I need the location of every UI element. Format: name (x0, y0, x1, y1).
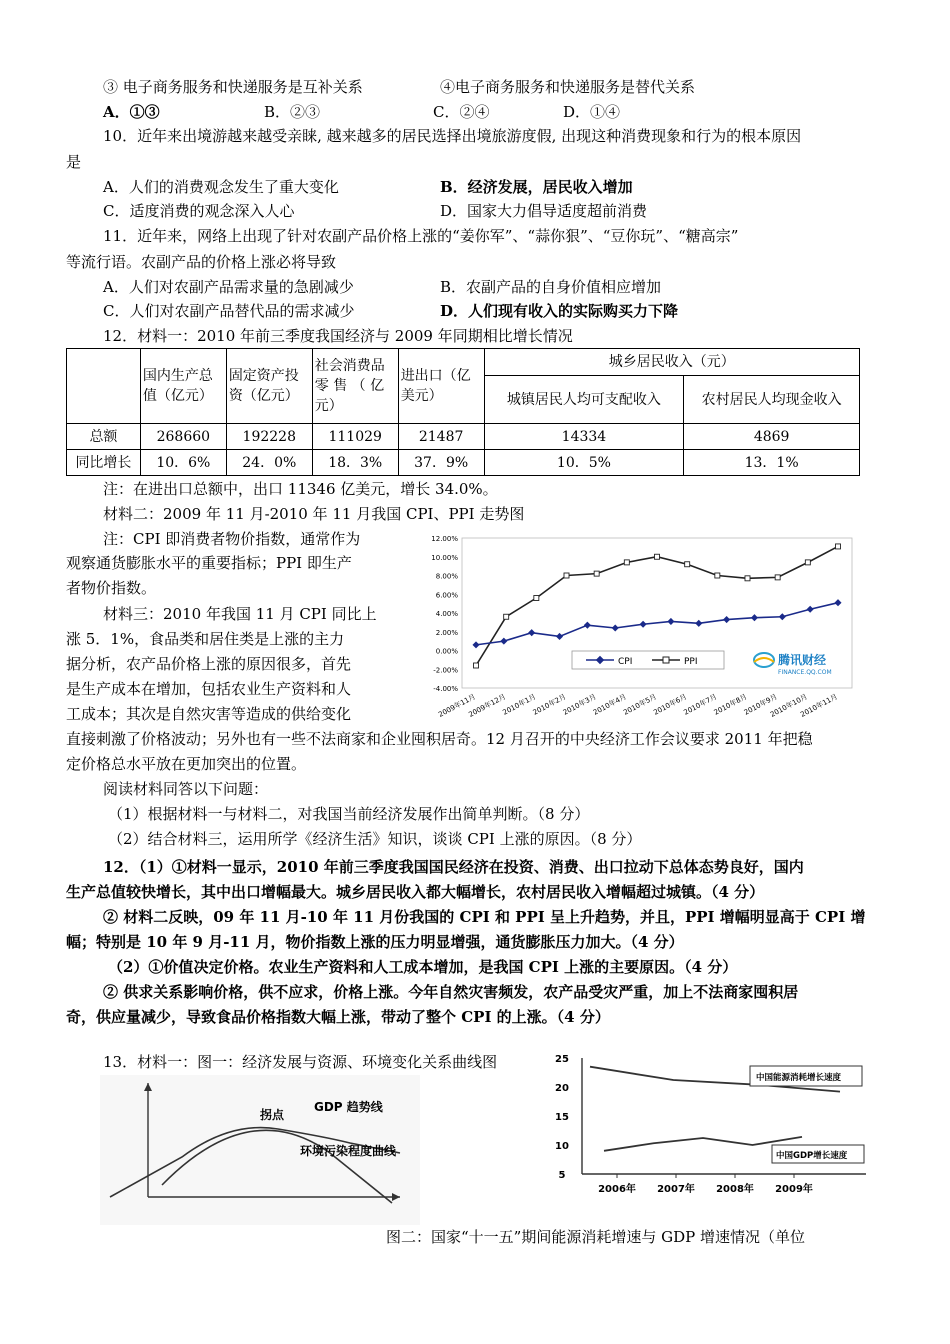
ppi-point (564, 573, 569, 578)
table-cell: 268660 (140, 424, 226, 450)
table-cell: 4869 (684, 424, 860, 450)
m3-line: 据分析，农产品价格上涨的原因很多，首先 (66, 655, 352, 673)
answer-line: 12．（1）①材料一显示，2010 年前三季度我国国民经济在投资、消费、出口拉动下总体态势良好，国内 (103, 858, 804, 876)
answer-line: ② 材料二反映，09 年 11 月-10 年 11 月份我国的 CPI 和 PPI 呈上升趋势，并且，PPI 增幅明显高于 CPI 增 (103, 908, 866, 926)
y-tick-label: -4.00% (433, 685, 458, 693)
q10-stem-cont: 是 (66, 153, 82, 171)
q11-stem-cont: 等流行语。农副产品的价格上涨必将导致 (66, 253, 337, 271)
q9-choice-c: C．②④ (433, 103, 490, 121)
table-cell: 10．6% (140, 450, 226, 476)
read-instruction: 阅读材料同答以下问题： (103, 780, 269, 798)
header-gdp: 国内生产总值（亿元） (140, 349, 226, 424)
table-cell: 37．9% (398, 450, 484, 476)
question-2: （2）结合材料三，运用所学《经济生活》知识，谈谈 CPI 上涨的原因。（8 分） (108, 830, 642, 848)
m3-line: 材料三：2010 年我国 11 月 CPI 同比上 (103, 605, 377, 623)
energy-legend: 中国能源消耗增长速度 (756, 1073, 842, 1083)
table-cell: 14334 (484, 424, 684, 450)
economy-growth-table (66, 348, 860, 476)
y-tick-label: 10 (555, 1141, 569, 1152)
q12-material2-title: 材料二：2009 年 11 月-2010 年 11 月我国 CPI、PPI 走势图 (103, 505, 525, 523)
table-row (67, 424, 860, 450)
ppi-point (504, 614, 509, 619)
answer-line: ② 供求关系影响价格，供不应求，价格上涨。今年自然灾害频发，农产品受灾严重，加上不法商家囤积居 (103, 983, 799, 1001)
x-tick-label: 2010年2月 (531, 692, 568, 717)
m2-note-line: 注：CPI 即消费者物价指数，通常作为 (103, 530, 361, 548)
ppi-point (775, 575, 780, 580)
gdp-legend: 中国GDP增长速度 (776, 1151, 848, 1161)
ppi-point (534, 596, 539, 601)
m3-line: 直接刺激了价格波动；另外也有一些不法商家和企业囤积居奇。12 月召开的中央经济工作会议要求 2011 年把稳 (66, 730, 813, 748)
m2-note-line: 者物价指数。 (66, 579, 157, 597)
ppi-point (836, 544, 841, 549)
m2-note-line: 观察通货膨胀水平的重要指标；PPI 即生产 (66, 554, 352, 572)
gdp-trend-label: GDP 趋势线 (314, 1100, 383, 1114)
y-tick-label: 20 (555, 1083, 569, 1094)
y-tick-label: 15 (555, 1112, 569, 1123)
m3-line: 定价格总水平放在更加突出的位置。 (66, 755, 307, 773)
ppi-point (715, 573, 720, 578)
question-1: （1）根据材料一与材料二，对我国当前经济发展作出简单判断。（8 分） (108, 805, 590, 823)
y-tick-label: -2.00% (433, 666, 458, 675)
x-tick-label: 2010年1月 (501, 692, 538, 717)
table-cell: 192228 (226, 424, 312, 450)
row-label: 总额 (67, 424, 141, 450)
x-tick-label: 2008年 (716, 1184, 754, 1195)
m3-line: 涨 5．1%，食品类和居住类是上涨的主力 (66, 630, 345, 648)
ppi-point (624, 560, 629, 565)
m3-line: 工成本；其次是自然灾害等造成的供给变化 (66, 705, 352, 723)
x-tick-label: 2010年4月 (591, 692, 628, 717)
q11-choice-a: A．人们对农副产品需求量的急剧减少 (103, 278, 354, 296)
ppi-point (745, 576, 750, 581)
header-retail: 社会消费品零 售 （ 亿元） (312, 349, 398, 424)
header-income: 城乡居民收入（元） (484, 349, 859, 376)
y-tick-label: 6.00% (435, 591, 458, 600)
watermark-text: 腾讯财经 (778, 653, 827, 667)
q13-material1-title: 13．材料一：图一：经济发展与资源、环境变化关系曲线图 (103, 1053, 498, 1071)
pollution-label: 环境污染程度曲线 (300, 1144, 397, 1158)
x-tick-label: 2010年9月 (742, 692, 779, 717)
q10-choice-d: D．国家大力倡导适度超前消费 (440, 202, 648, 220)
y-tick-label: 8.00% (435, 572, 458, 581)
watermark-sub: FINANCE.QQ.COM (778, 669, 832, 676)
x-tick-label: 2010年10月 (769, 692, 809, 719)
y-tick-label: 4.00% (435, 610, 458, 618)
ppi-point (594, 571, 599, 576)
header-rural-income: 农村居民人均现金收入 (684, 376, 860, 424)
turning-point-label: 拐点 (260, 1108, 285, 1122)
figure2-caption: 图二：国家“十一五”期间能源消耗增速与 GDP 增速情况（单位 (386, 1228, 805, 1246)
energy-gdp-chart (540, 1050, 870, 1210)
q10-stem: 10．近年来出境游越来越受亲睐, 越来越多的居民选择出境旅游度假, 出现这种消费现象和行为的根本原因 (103, 127, 802, 145)
ppi-point (805, 560, 810, 565)
q11-choice-d: D．人们现有收入的实际购买力下降 (440, 302, 679, 320)
x-tick-label: 2010年6月 (652, 692, 689, 717)
y-tick-label: 2.00% (435, 628, 458, 637)
cpi-ppi-chart (412, 530, 860, 742)
x-tick-label: 2009年 (775, 1184, 813, 1195)
q12-material1-title: 12．材料一：2010 年前三季度我国经济与 2009 年同期相比增长情况 (103, 327, 573, 345)
x-tick-label: 2010年3月 (561, 692, 598, 717)
q10-choice-a: A．人们的消费观念发生了重大变化 (103, 178, 339, 196)
answer-line: （2）①价值决定价格。农业生产资料和人工成本增加，是我国 CPI 上涨的主要原因。（4 分） (108, 958, 738, 976)
legend-ppi: PPI (684, 657, 698, 667)
economy-environment-figure (100, 1075, 420, 1225)
table-corner-cell (67, 349, 141, 424)
q11-choice-c: C．人们对农副产品替代品的需求减少 (103, 302, 355, 320)
x-tick-label: 2009年12月 (467, 692, 508, 719)
x-tick-label: 2009年11月 (437, 692, 477, 719)
table-cell: 111029 (312, 424, 398, 450)
table-cell: 10．5% (484, 450, 684, 476)
q11-choice-b: B．农副产品的自身价值相应增加 (440, 278, 662, 296)
ppi-point (685, 562, 690, 567)
q9-option-4: ④电子商务服务和快递服务是替代关系 (440, 78, 696, 96)
q12-note: 注：在进出口总额中，出口 11346 亿美元，增长 34.0%。 (103, 480, 498, 498)
y-tick-label: 5 (558, 1170, 566, 1181)
header-urban-income: 城镇居民人均可支配收入 (484, 376, 684, 424)
q9-choice-a: A．①③ (103, 103, 160, 121)
y-tick-label: 10.00% (431, 553, 458, 562)
x-tick-label: 2007年 (657, 1184, 695, 1195)
header-trade: 进出口（亿美元） (398, 349, 484, 424)
x-tick-label: 2010年7月 (682, 692, 719, 717)
ppi-point (655, 554, 660, 559)
y-tick-label: 12.00% (431, 535, 458, 543)
m3-line: 是生产成本在增加，包括农业生产资料和人 (66, 680, 352, 698)
q11-stem: 11．近年来，网络上出现了针对农副产品价格上涨的“姜你军”、“蒜你狠”、“豆你玩”、“糖高宗” (103, 227, 739, 245)
table-row (67, 450, 860, 476)
table-cell: 18．3% (312, 450, 398, 476)
x-tick-label: 2010年8月 (712, 692, 749, 717)
q9-choice-d: D．①④ (563, 103, 621, 121)
x-tick-label: 2010年5月 (622, 692, 658, 717)
header-investment: 固定资产投资（亿元） (226, 349, 312, 424)
answer-line: 幅；特别是 10 年 9 月-11 月，物价指数上涨的压力明显增强，通货膨胀压力加大。（4 分） (66, 933, 684, 951)
table-cell: 21487 (398, 424, 484, 450)
y-tick-label: 25 (555, 1054, 569, 1065)
q10-choice-c: C．适度消费的观念深入人心 (103, 202, 295, 220)
q9-option-3: ③ 电子商务服务和快递服务是互补关系 (103, 78, 363, 96)
y-tick-label: 0.00% (435, 647, 458, 656)
q9-choice-b: B．②③ (264, 103, 321, 121)
legend-ppi-marker (663, 657, 669, 663)
legend-cpi: CPI (618, 657, 633, 667)
answer-line: 奇，供应量减少，导致食品价格指数大幅上涨，带动了整个 CPI 的上涨。（4 分） (66, 1008, 610, 1026)
q10-choice-b: B．经济发展，居民收入增加 (440, 178, 633, 196)
answer-line: 生产总值较快增长，其中出口增幅最大。城乡居民收入都大幅增长，农村居民收入增幅超过城镇。（4 分） (66, 883, 765, 901)
ppi-point (474, 663, 479, 668)
row-label: 同比增长 (67, 450, 141, 476)
table-cell: 13．1% (684, 450, 860, 476)
x-tick-label: 2006年 (598, 1184, 636, 1195)
x-tick-label: 2010年11月 (799, 692, 839, 719)
table-cell: 24．0% (226, 450, 312, 476)
